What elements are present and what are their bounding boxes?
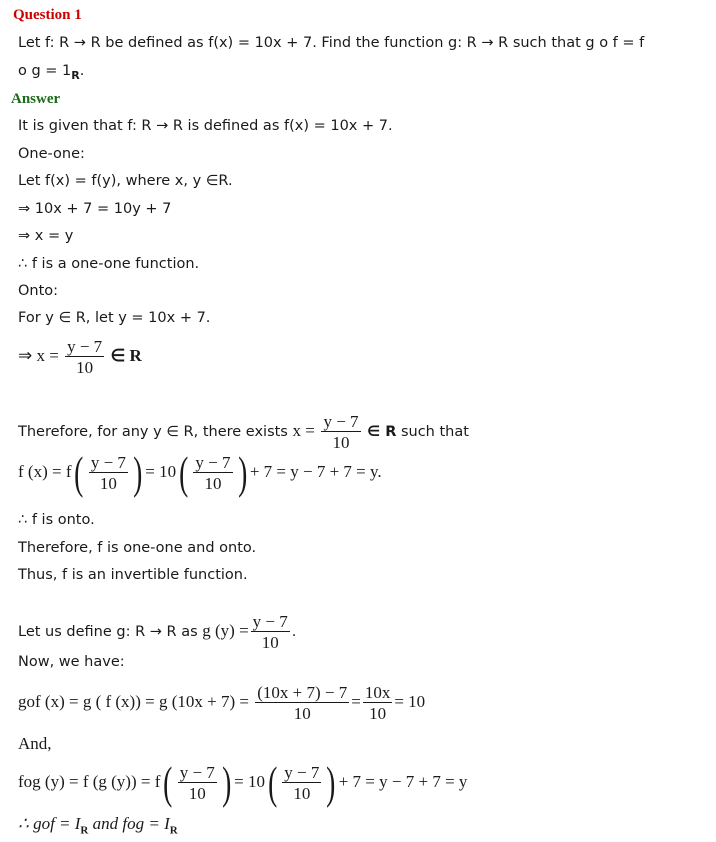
fraction-denominator: 10 — [204, 474, 222, 493]
question-heading: Question 1 — [13, 7, 82, 23]
fx-equation — [18, 447, 382, 498]
onto-x-equation — [18, 338, 142, 376]
now-line: Now, we have: — [18, 654, 125, 670]
right-paren: ) — [132, 447, 143, 498]
question-line-1: Let f: R → R be defined as f(x) = 10x + 7. Find the function g: R → R such that g o f = f — [18, 35, 645, 51]
fraction — [282, 764, 321, 802]
answer-given: It is given that f: R → R is defined as f(x) = 10x + 7. — [18, 118, 393, 134]
right-paren: ) — [326, 757, 336, 808]
fraction-denominator: 10 — [188, 784, 206, 803]
fraction-numerator: y − 7 — [323, 412, 359, 431]
exists-x: x = — [292, 421, 315, 440]
question-line-2 — [18, 64, 84, 81]
exists-prefix: Therefore, for any y ∈ R, there exists — [18, 424, 288, 440]
final-sub-2: R — [169, 824, 178, 837]
right-paren: ) — [221, 757, 232, 808]
fog-equation — [18, 757, 468, 808]
therefore-line: Therefore, f is one-one and onto. — [18, 540, 257, 556]
onto-x-prefix: ⇒ x = — [18, 345, 59, 365]
fog-rhs: + 7 = y − 7 + 7 = y — [338, 771, 468, 791]
invertible-line: Thus, f is an invertible function. — [18, 567, 248, 583]
fx-mid: = 10 — [145, 461, 177, 481]
fraction-numerator: y − 7 — [179, 763, 215, 782]
fraction — [89, 454, 128, 492]
define-g-text: Let us define g: R → R as — [18, 624, 198, 640]
fraction-numerator: y − 7 — [90, 453, 126, 472]
fog-mid: = 10 — [234, 771, 265, 791]
exists-line — [18, 413, 469, 451]
fraction — [65, 338, 104, 376]
fraction-denominator: 10 — [369, 704, 387, 723]
fraction-denominator: 10 — [99, 474, 117, 493]
define-g-line — [18, 613, 296, 651]
step-2: ⇒ x = y — [18, 228, 74, 244]
fraction-numerator: 10x — [364, 683, 391, 702]
one-one-title: One-one: — [18, 146, 85, 162]
fraction — [321, 413, 360, 451]
fraction — [251, 613, 290, 651]
in-r: ∈ R — [110, 345, 142, 365]
onto-let: For y ∈ R, let y = 10x + 7. — [18, 310, 211, 326]
answer-heading: Answer — [11, 91, 61, 107]
fraction-numerator: (10x + 7) − 7 — [257, 683, 348, 702]
fx-lhs: f (x) = f — [18, 461, 72, 481]
step-1: ⇒ 10x + 7 = 10y + 7 — [18, 201, 172, 217]
final-sub-1: R — [80, 824, 89, 837]
left-paren: ( — [268, 757, 278, 808]
final-line — [18, 815, 178, 836]
gof-eq: = — [351, 691, 361, 711]
fraction-denominator: 10 — [293, 704, 311, 723]
fraction-numerator: y − 7 — [252, 612, 288, 631]
fraction-numerator: y − 7 — [284, 763, 320, 782]
g-expr: g (y) = — [202, 621, 249, 640]
fraction-numerator: y − 7 — [195, 453, 231, 472]
gof-equation — [18, 684, 425, 722]
onto-title: Onto: — [18, 283, 59, 299]
g-end: . — [291, 624, 297, 640]
onto-conclusion: ∴ f is onto. — [18, 512, 95, 528]
fraction — [178, 764, 217, 802]
question-line-2-sub: R — [71, 68, 80, 82]
final-mid: and fog = I — [92, 814, 170, 833]
fraction-denominator: 10 — [76, 358, 94, 377]
gof-lhs: gof (x) = g ( f (x)) = g (10x + 7) = — [18, 691, 249, 711]
fraction-denominator: 10 — [261, 633, 279, 652]
question-line-2-end: . — [79, 63, 85, 79]
fraction — [363, 684, 393, 722]
right-paren: ) — [237, 447, 247, 498]
exists-in-r: ∈ R — [367, 424, 397, 440]
fraction — [193, 454, 232, 492]
such-that: such that — [400, 424, 469, 440]
and-line: And, — [18, 734, 52, 753]
one-one-let: Let f(x) = f(y), where x, y ∈R. — [18, 173, 233, 189]
conclusion-1: ∴ f is a one-one function. — [18, 256, 200, 272]
question-line-2-text: o g = 1 — [18, 63, 72, 79]
left-paren: ( — [179, 447, 189, 498]
fog-lhs: fog (y) = f (g (y)) = f — [18, 771, 161, 791]
left-paren: ( — [163, 757, 173, 808]
left-paren: ( — [74, 447, 84, 498]
final-text: ∴ gof = I — [18, 814, 81, 833]
gof-end: = 10 — [394, 691, 426, 711]
fraction — [255, 684, 349, 722]
fraction-denominator: 10 — [293, 784, 311, 803]
fraction-numerator: y − 7 — [67, 337, 103, 356]
fx-rhs: + 7 = y − 7 + 7 = y. — [249, 461, 382, 481]
fraction-denominator: 10 — [332, 433, 350, 452]
